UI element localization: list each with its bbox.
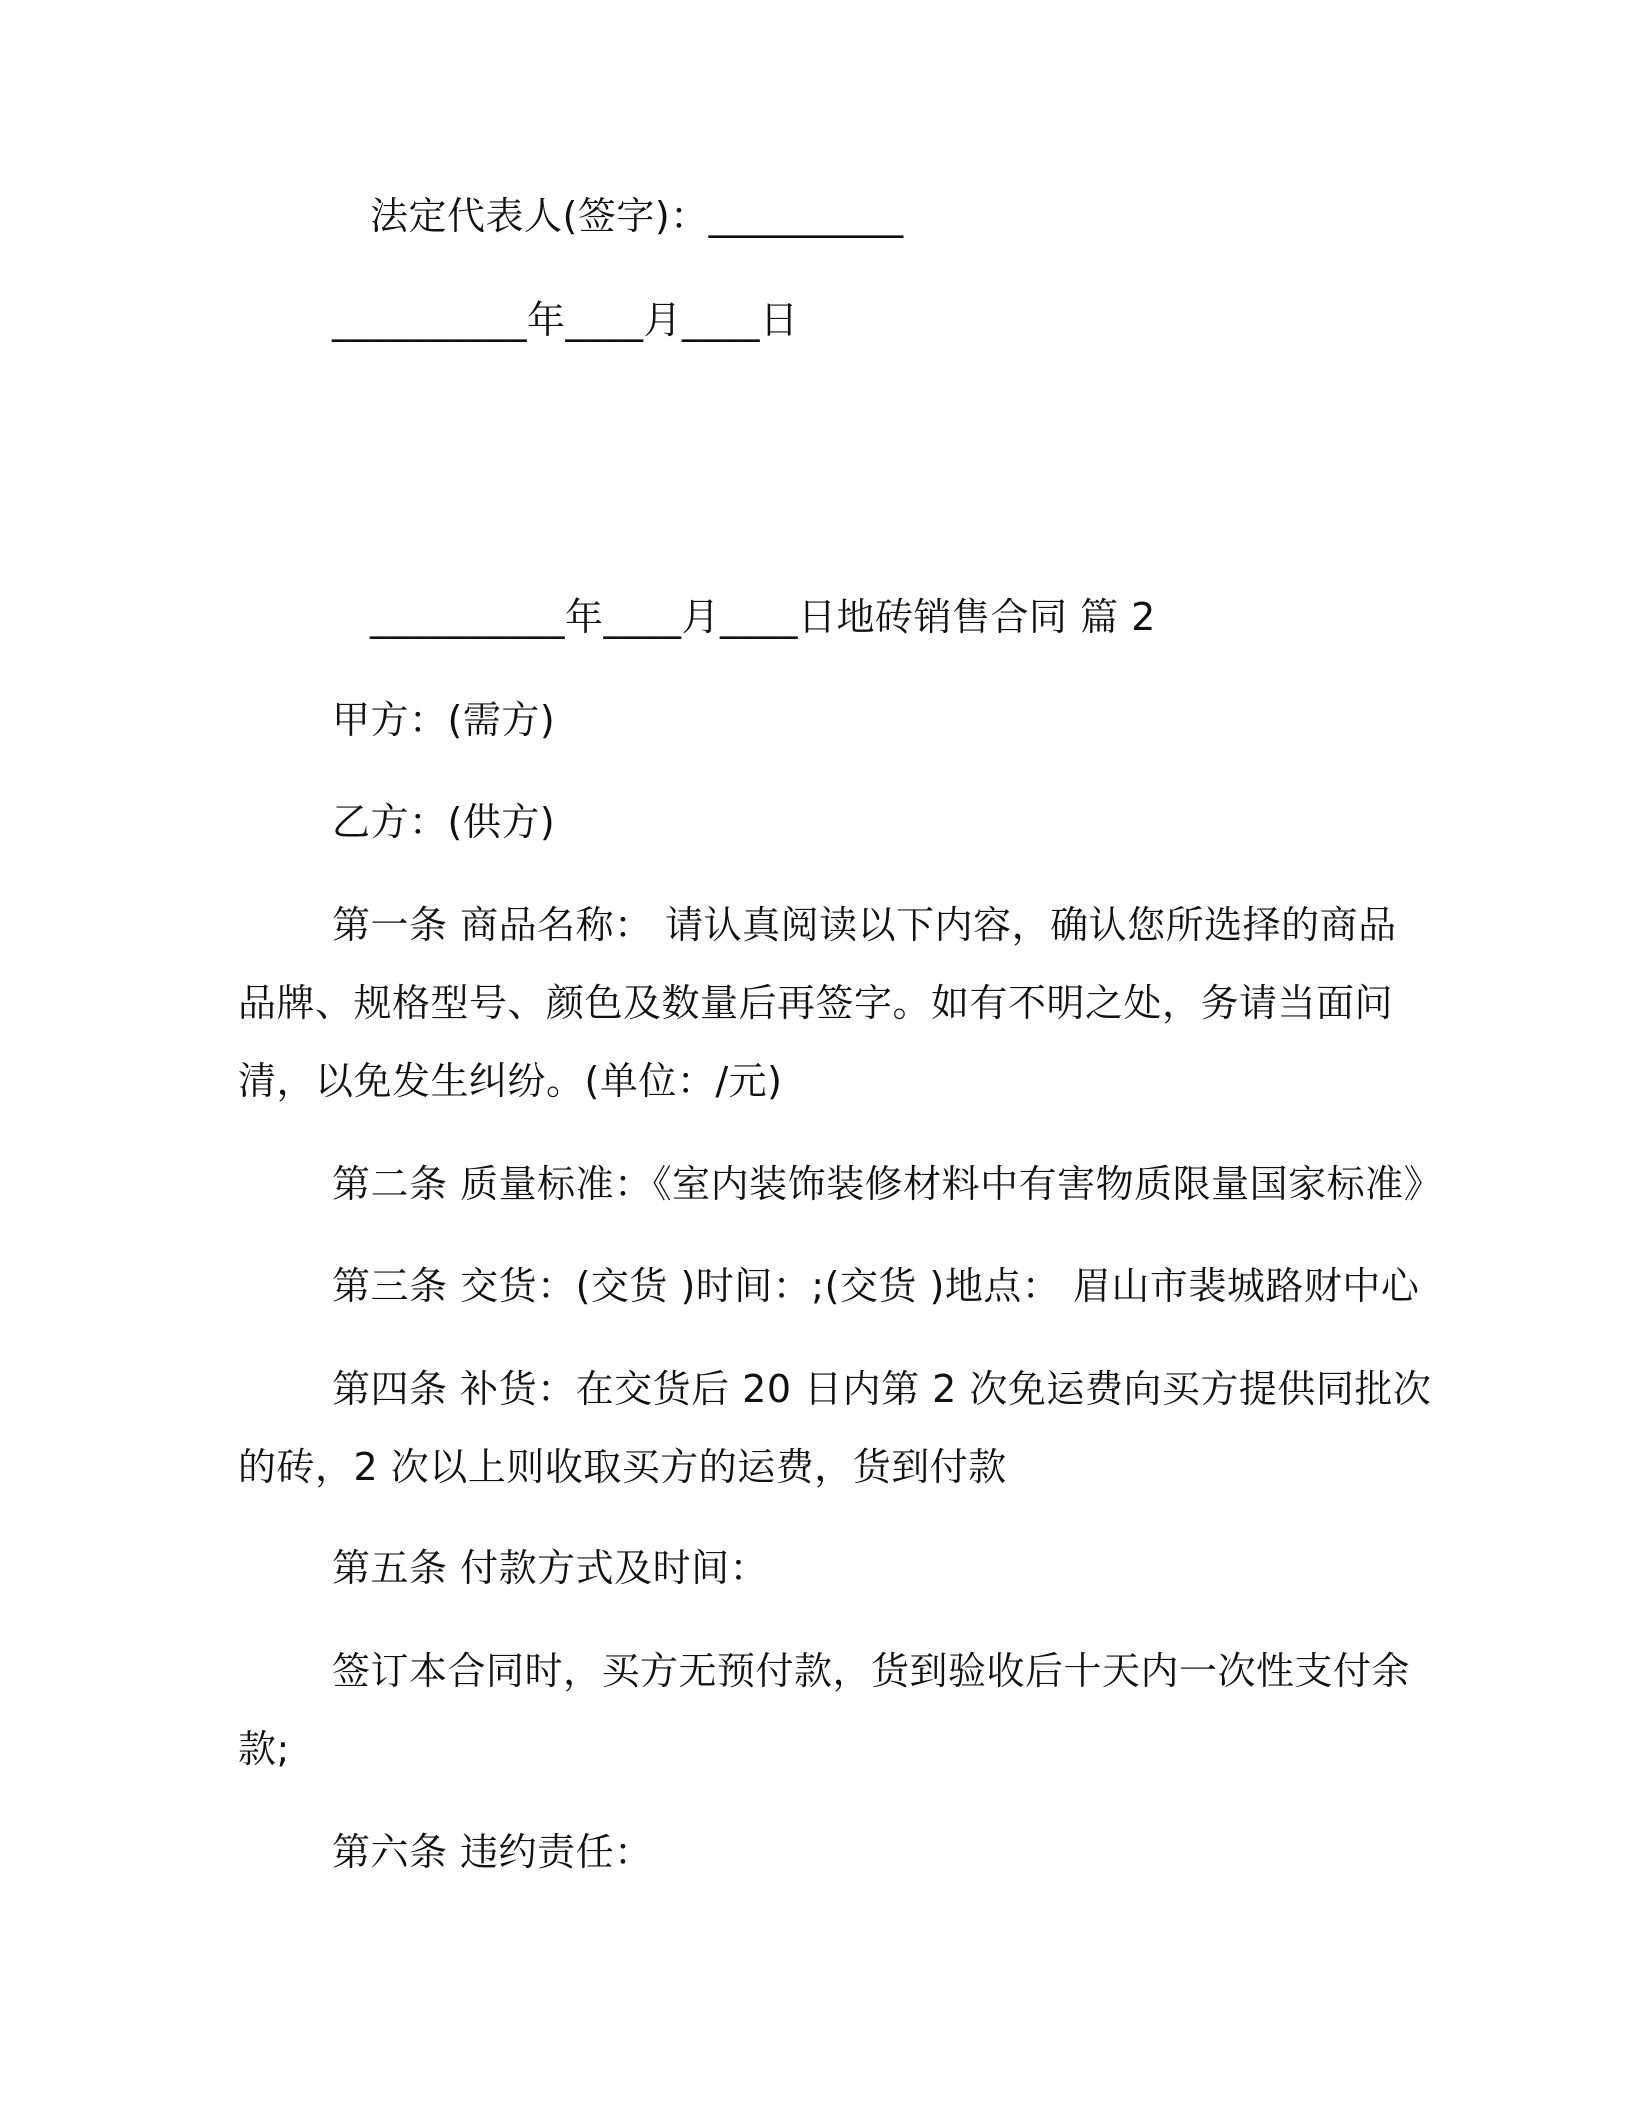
party-a: 甲方：(需方) <box>332 698 556 742</box>
date-line: __________年____月____日 <box>332 298 799 342</box>
article-1-line-1: 第一条 商品名称： 请认真阅读以下内容，确认您所选择的商品 <box>332 903 1397 947</box>
article-2: 第二条 质量标准：《室内装饰装修材料中有害物质限量国家标准》 <box>332 1162 1443 1206</box>
article-5: 第五条 付款方式及时间： <box>332 1546 769 1590</box>
payment-line-2: 款; <box>238 1727 290 1771</box>
signature-line: 法定代表人(签字)：__________ <box>370 194 904 238</box>
payment-line-1: 签订本合同时，买方无预付款，货到验收后十天内一次性支付余 <box>332 1649 1411 1693</box>
article-1-line-2: 品牌、规格型号、颜色及数量后再签字。如有不明之处，务请当面问 <box>238 981 1394 1025</box>
article-1-line-3: 清，以免发生纠纷。(单位：/元) <box>238 1059 783 1103</box>
article-4-line-2: 的砖，2 次以上则收取买方的运费，货到付款 <box>238 1445 1007 1489</box>
contract-title: __________年____月____日地砖销售合同 篇 2 <box>370 595 1156 639</box>
article-3: 第三条 交货：(交货 )时间：;(交货 )地点： 眉山市裴城路财中心 <box>332 1264 1420 1308</box>
article-4-line-1: 第四条 补货：在交货后 20 日内第 2 次免运费向买方提供同批次 <box>332 1367 1432 1411</box>
party-b: 乙方：(供方) <box>332 800 556 844</box>
article-6: 第六条 违约责任： <box>332 1830 653 1874</box>
